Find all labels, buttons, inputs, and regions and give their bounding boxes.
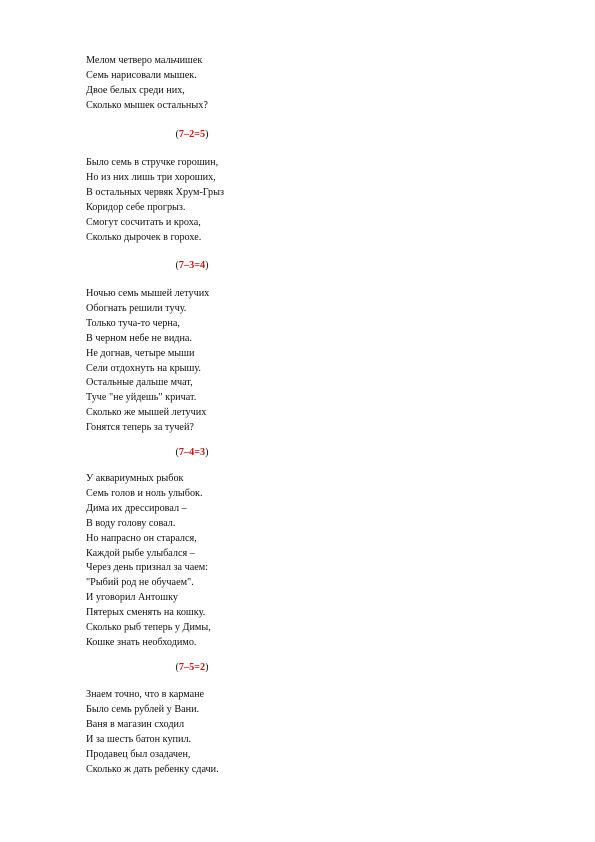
verse-line: У аквариумных рыбок (86, 473, 184, 484)
verse-line: Дима их дрессировал – (86, 502, 187, 514)
answer-2 (160, 259, 224, 274)
answer-expression: 7–2=5 (178, 129, 206, 140)
verse-line: В воду голову совал. (86, 517, 176, 529)
answer-3 (160, 446, 224, 461)
answer-open-paren: ( (175, 662, 179, 673)
answer-4 (160, 661, 224, 676)
verse-line: Кошке знать необходимо. (86, 636, 197, 648)
answer-expression: 7–3=4 (178, 260, 206, 271)
answer-close-paren: ) (205, 129, 209, 140)
verse-line: Но из них лишь три хороших, (86, 171, 216, 183)
verse-line: В остальных червяк Хрум-Грыз (86, 186, 224, 198)
verse-line: Знаем точно, что в кармане (86, 689, 205, 700)
verse-line: Смогут сосчитать и кроха, (86, 216, 201, 228)
verse-line: И за шесть батон купил. (86, 733, 192, 745)
verse-line: Ночью семь мышей летучих (86, 288, 210, 299)
verse-line: Остальные дальше мчат, (86, 377, 193, 389)
verse-line: "Рыбий род не обучаем". (86, 577, 194, 589)
verse-line: Но напрасно он старался, (86, 532, 197, 544)
verse-line: Сколько же мышей летучих (86, 407, 207, 419)
verse-line: Гонятся теперь за тучей? (86, 422, 194, 434)
verse-5 (86, 688, 219, 777)
verse-line: Пятерых сменять на кошку. (86, 607, 206, 619)
answer-expression: 7–4=3 (178, 447, 206, 458)
verse-line: И уговорил Антошку (86, 592, 178, 604)
verse-2 (86, 156, 224, 245)
verse-line: Сколько дырочек в горохе. (86, 231, 202, 243)
verse-line: В черном небе не видна. (86, 332, 193, 344)
verse-line: Ваня в магазин сходил (86, 718, 185, 730)
verse-line: Было семь рублей у Вани. (86, 703, 200, 715)
answer-close-paren: ) (205, 447, 209, 458)
answer-1 (160, 128, 224, 143)
answer-open-paren: ( (175, 260, 179, 271)
verse-line: Мелом четверо мальчишек (86, 55, 203, 66)
verse-line: Семь нарисовали мышек. (86, 69, 197, 81)
verse-4 (86, 472, 211, 651)
verse-3 (86, 287, 209, 436)
verse-line: Семь голов и ноль улыбок. (86, 487, 203, 499)
verse-line: Каждой рыбе улыбался – (86, 547, 195, 559)
verse-line: Сколько рыб теперь у Димы, (86, 622, 211, 634)
verse-line: Только туча-то черна, (86, 317, 180, 329)
answer-expression: 7–5=2 (178, 662, 206, 673)
verse-line: Двое белых среди них, (86, 84, 185, 96)
verse-line: Продавец был озадачен, (86, 748, 191, 760)
verse-line: Обогнать решили тучу. (86, 302, 187, 314)
verse-1 (86, 54, 208, 114)
answer-close-paren: ) (205, 260, 209, 271)
verse-line: Не догнав, четыре мыши (86, 347, 195, 359)
verse-line: Туче "не уйдешь" кричат. (86, 392, 197, 404)
answer-open-paren: ( (175, 129, 179, 140)
verse-line: Коридор себе прогрыз. (86, 201, 186, 213)
verse-line: Сели отдохнуть на крышу. (86, 362, 201, 374)
verse-line: Было семь в стручке горошин, (86, 157, 219, 168)
verse-line: Сколько ж дать ребенку сдачи. (86, 763, 219, 775)
verse-line: Сколько мышек остальных? (86, 99, 208, 111)
verse-line: Через день признал за чаем: (86, 562, 209, 574)
answer-close-paren: ) (205, 662, 209, 673)
answer-open-paren: ( (175, 447, 179, 458)
